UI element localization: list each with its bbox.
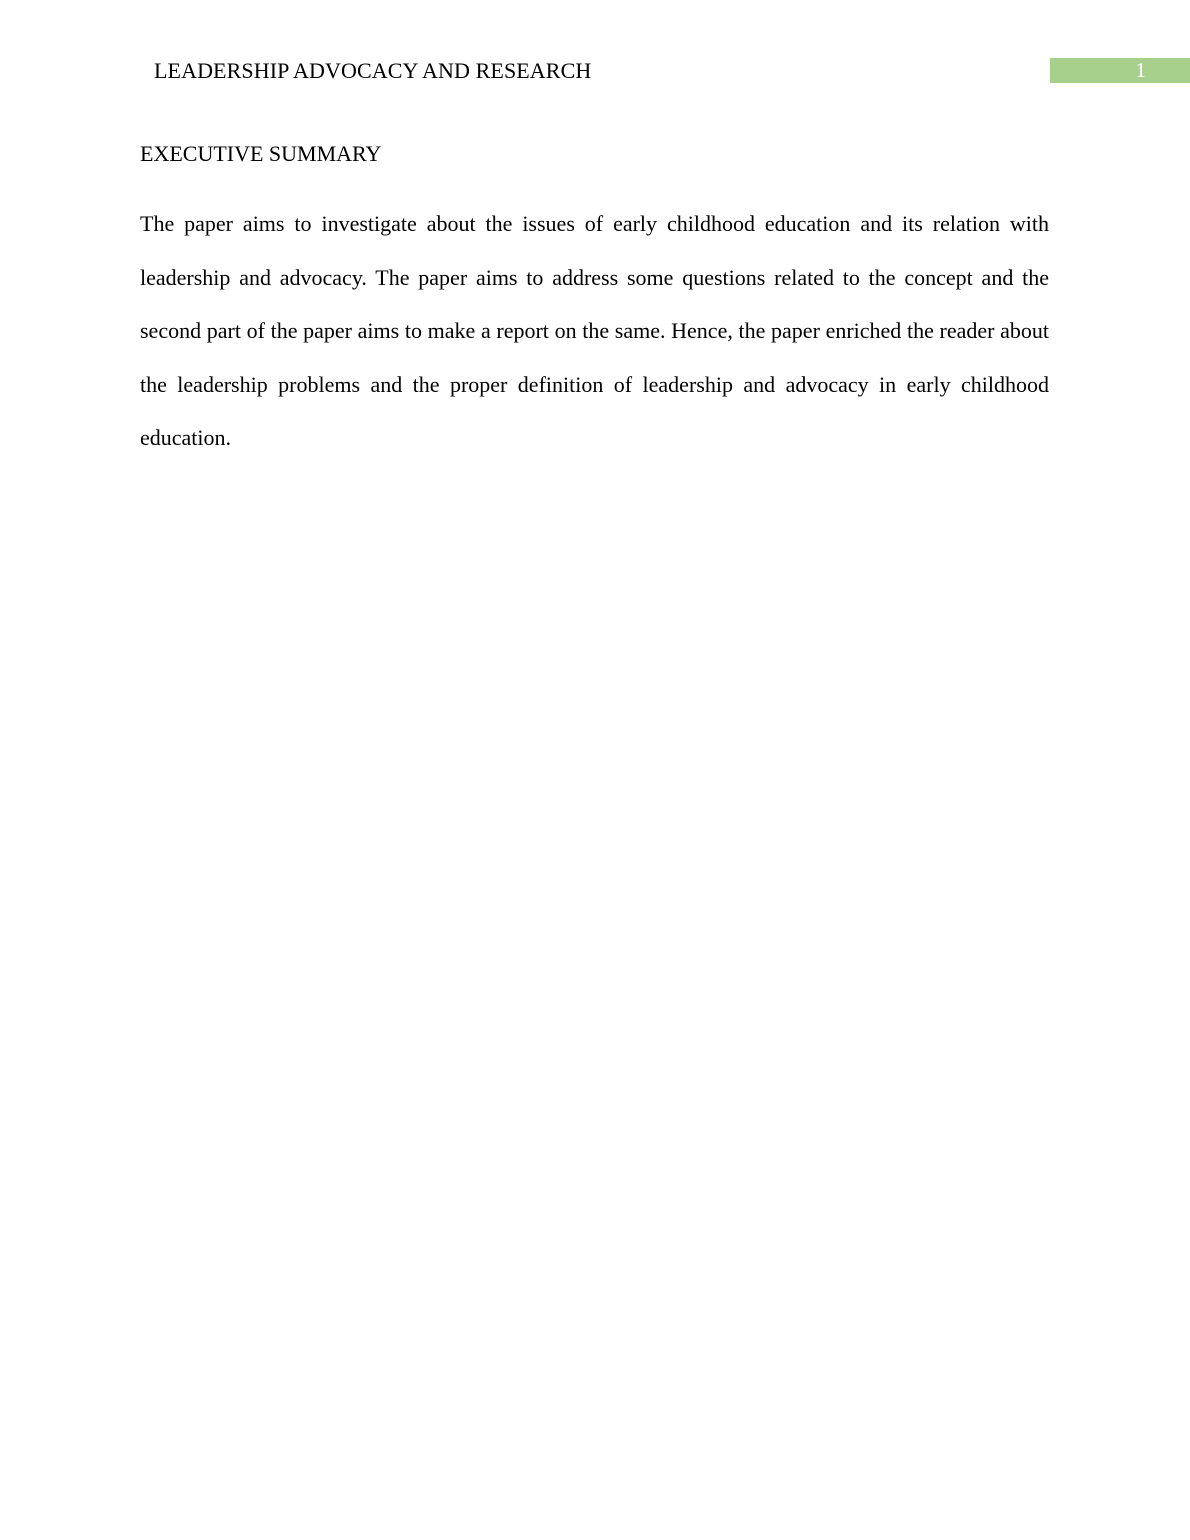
page-number: 1 (1135, 58, 1146, 82)
page-number-badge (1050, 58, 1190, 83)
section-heading: EXECUTIVE SUMMARY (140, 141, 382, 166)
summary-paragraph: The paper aims to investigate about the issues of early childhood education and its relation with leadership and advocacy. The paper aims to address some questions related to the concept and the second part of the paper aims to make a report on the same. Hence, the paper enriched the reader about the leadership problems and the proper definition of leadership and advocacy in early childhood education. (140, 211, 1049, 451)
running-head: LEADERSHIP ADVOCACY AND RESEARCH (154, 58, 592, 83)
